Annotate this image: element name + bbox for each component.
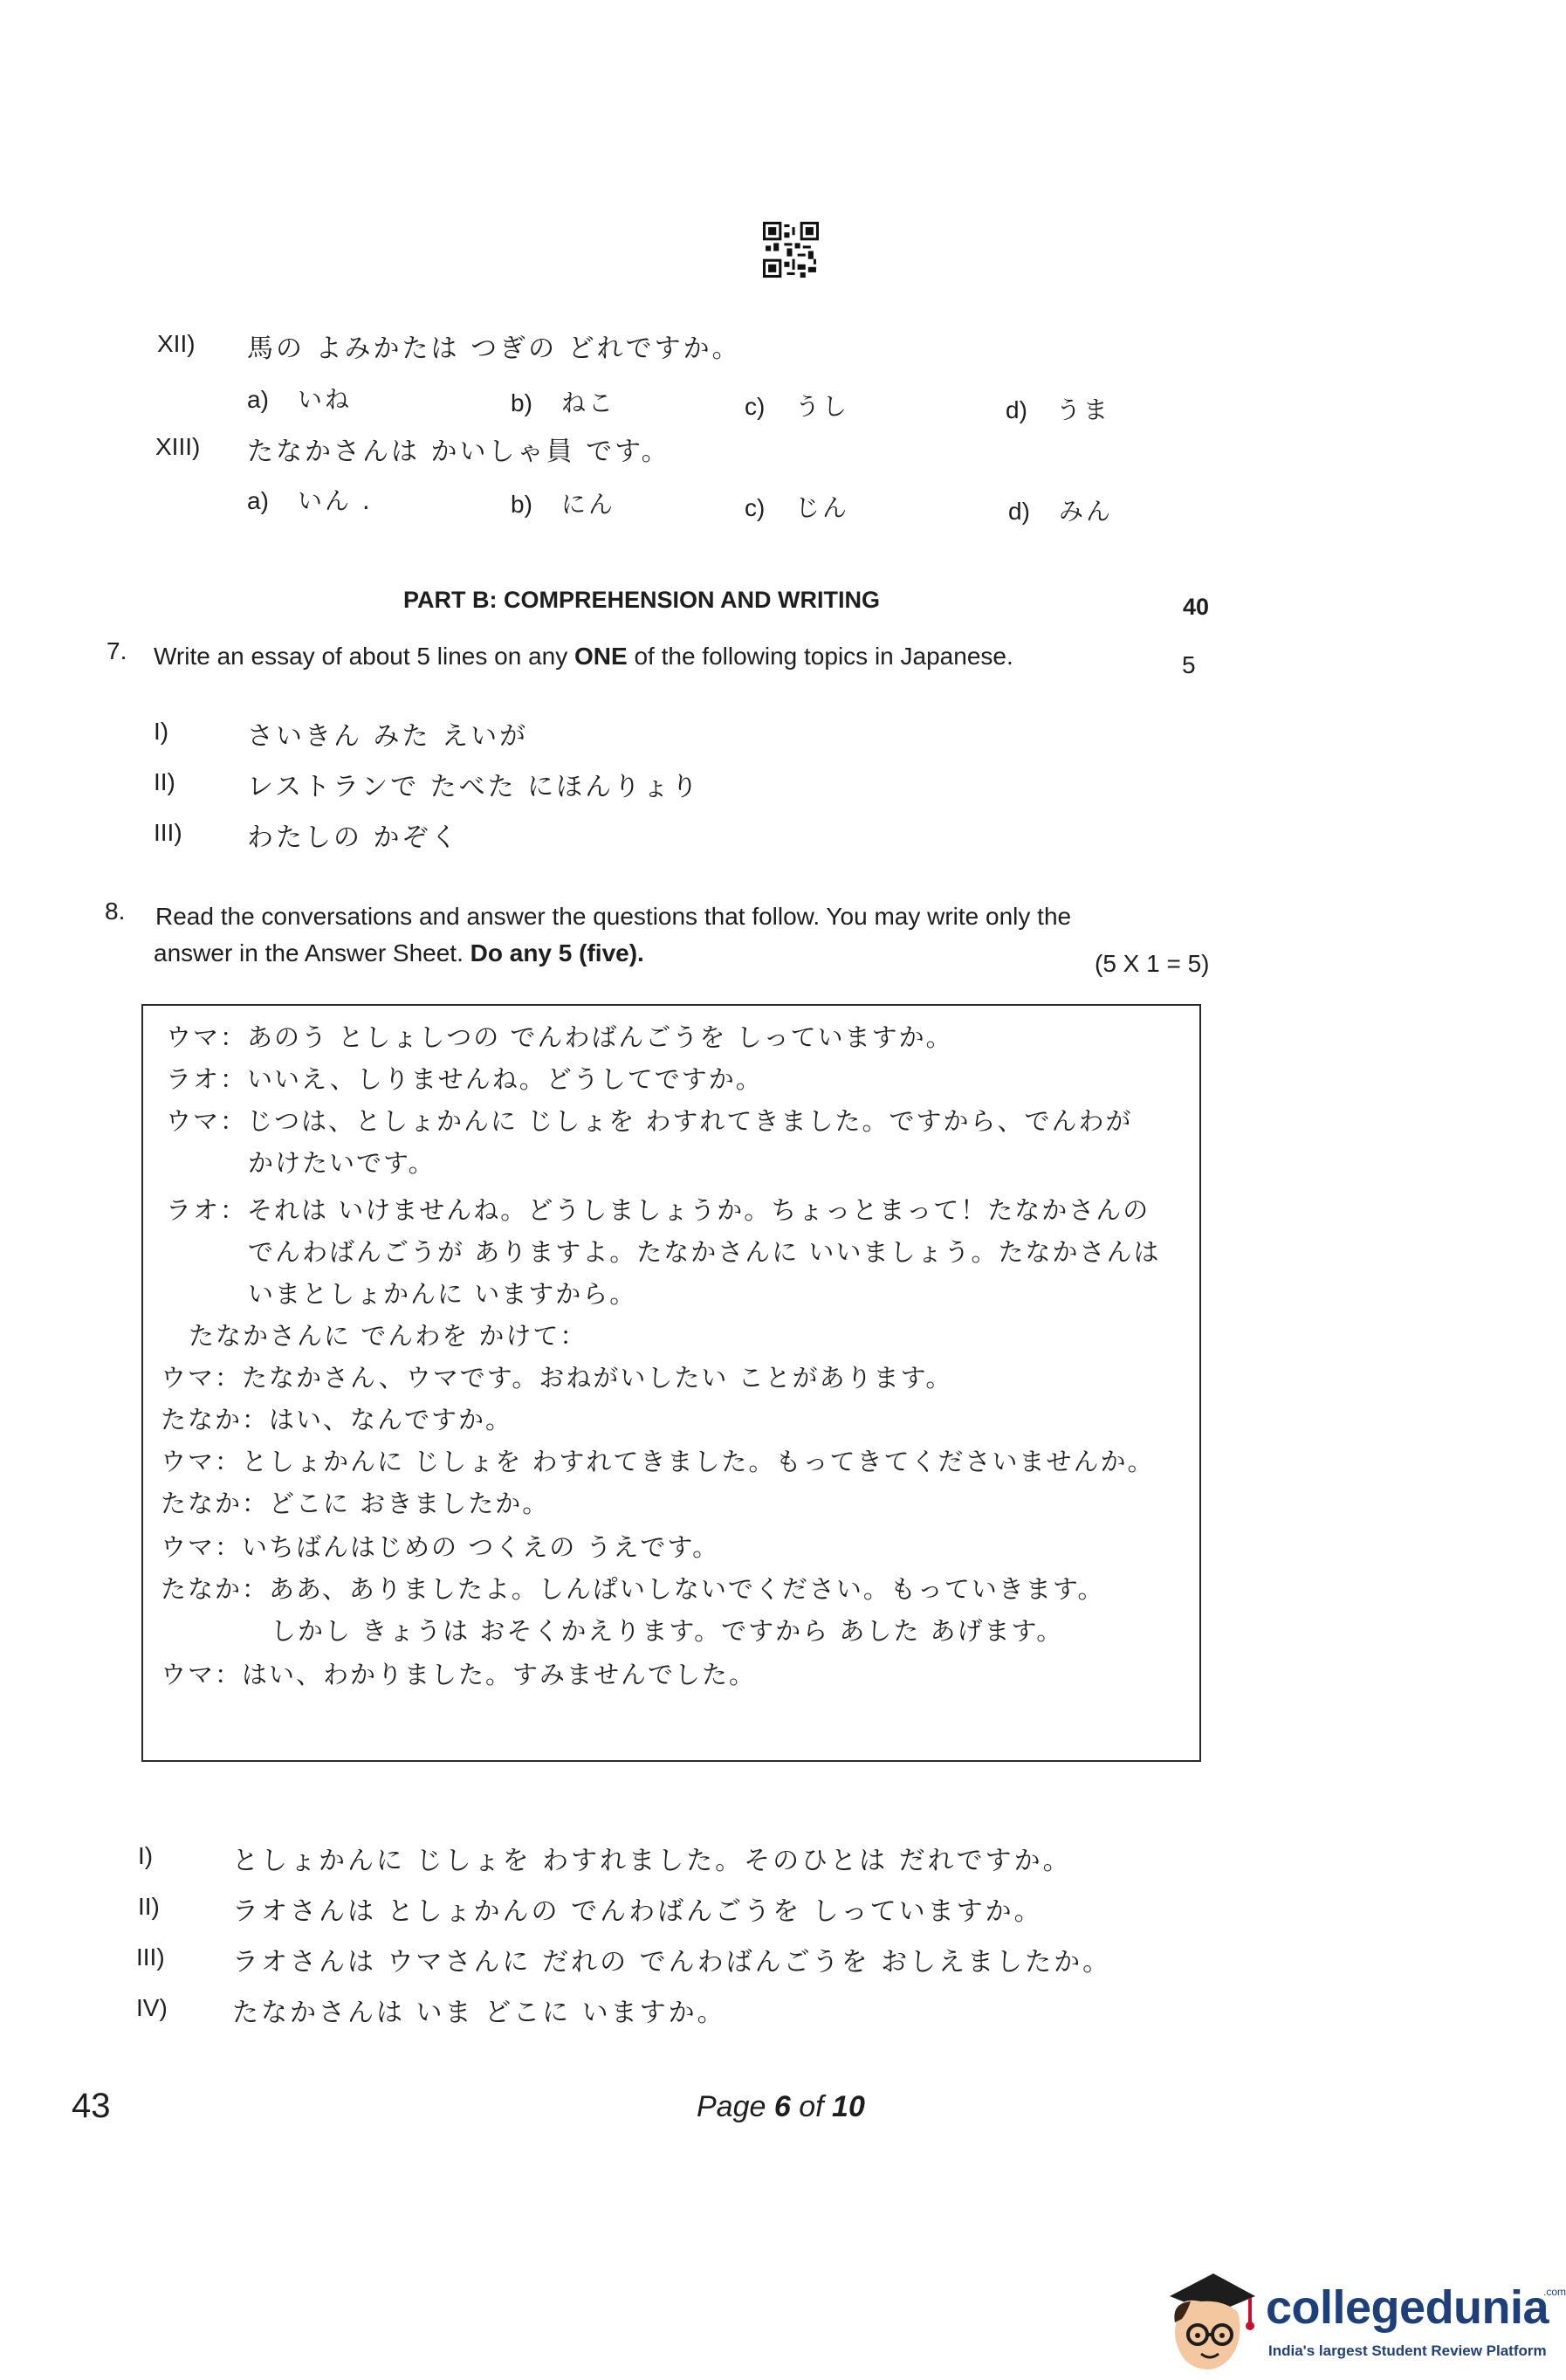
question-number: II) [138,1893,160,1920]
question-number: IV) [136,1994,168,2021]
part-b-heading: PART B: COMPREHENSION AND WRITING [403,587,880,613]
page-word: Page [697,2090,774,2123]
dialog-line: ウマ：はい、わかりました。すみませんでした。 [161,1660,757,1689]
qr-code [763,222,819,278]
option-label: b) [511,491,532,518]
collegedunia-logo-text: collegedunia [1266,2281,1549,2334]
dialog-line: ラオ：いいえ、しりませんね。どうしてですか。 [166,1064,763,1094]
part-b-marks: 40 [1183,594,1210,620]
option-label: c) [745,494,766,521]
dialog-line: ウマ：たなかさん、ウマです。おねがいしたい ことがあります。 [161,1363,953,1393]
option-text: いん . [298,486,373,515]
topic-text: わたしの かぞく [247,822,460,853]
topic-text: さいきん みた えいが [247,721,529,752]
q7-marks: 5 [1182,651,1196,678]
dialog-line: たなか：ああ、ありましたよ。しんぱいしないでください。もっていきます。 [161,1574,1105,1604]
question-text: ラオさんは としょかんの でんわばんごうを しっていますか。 [232,1896,1043,1927]
q13-option-c [745,489,849,524]
q7-text [154,643,1013,671]
dialog-line: たなか：はい、なんですか。 [161,1405,513,1434]
dialog-line: しかし きょうは おそくかえります。ですから あした あげます。 [271,1616,1064,1646]
question-text: としょかんに じしょを わすれました。そのひとは だれですか。 [232,1846,1072,1876]
option-label: d) [1006,396,1027,423]
option-text: みん [1059,497,1114,526]
dialog-line: たなかさんに でんわを かけて： [189,1321,587,1351]
q7-number: 7. [106,637,127,664]
q8-number: 8. [105,898,126,925]
q7-text-bold: ONE [574,643,628,670]
option-text: じん [795,493,850,522]
q7-text-pre: Write an essay of about 5 lines on any [154,643,574,670]
option-text: ねこ [561,389,616,417]
dialog-line: でんわばんごうが ありますよ。たなかさんに いいましょう。たなかさんは [248,1237,1161,1267]
dialog-line: ウマ：としょかんに じしょを わすれてきました。もってきてくださいませんか。 [161,1447,1155,1476]
dialog-line: かけたいです。 [248,1148,436,1178]
page-code: 43 [72,2087,111,2125]
option-text: いね [298,385,353,414]
q8-instruction-line2 [154,939,644,967]
dialog-line: ラオ：それは いけませんね。どうしましょうか。ちょっとまって！たなかさんの [166,1195,1150,1225]
q13-number: XIII) [155,433,201,460]
page-total: 10 [832,2090,865,2123]
q13-option-d [1008,492,1113,527]
question-text: たなかさんは いま どこに いますか。 [232,1998,726,2028]
option-label: d) [1008,498,1030,525]
topic-number: II) [154,768,175,795]
q12-option-d [1006,391,1110,426]
q8-instruction-line1: Read the conversations and answer the questions that follow. You may write only the [155,903,1072,930]
page-current: 6 [773,2090,791,2123]
q8-line2-bold: Do any 5 (five). [470,939,644,966]
dialog-line: たなか：どこに おきましたか。 [161,1489,550,1518]
q12-option-a [247,381,352,416]
topic-number: I) [154,718,169,745]
option-label: c) [745,393,766,420]
q8-line2-pre: answer in the Answer Sheet. [154,939,470,966]
q13-text: たなかさんは かいしゃ員 です。 [247,437,670,467]
q13-option-a [247,482,373,517]
topic-number: III) [154,819,182,846]
q12-option-b [511,384,615,419]
q12-number: XII) [157,330,196,357]
dialog-line: ウマ：じつは、としょかんに じしょを わすれてきました。ですから、でんわが [166,1106,1133,1136]
collegedunia-tagline: India's largest Student Review Platform [1268,2342,1547,2359]
dialog-line: ウマ：あのう としょしつの でんわばんごうを しっていますか。 [166,1022,953,1052]
q7-text-post: of the following topics in Japanese. [627,643,1013,670]
q12-option-c [745,388,849,423]
question-number: III) [136,1943,165,1971]
collegedunia-mascot-icon [1152,2261,1266,2375]
option-label: b) [511,389,532,416]
topic-text: レストランで たべた にほんりょり [247,772,701,802]
dialog-line: ウマ：いちばんはじめの つくえの うえです。 [161,1532,720,1562]
option-text: うま [1056,396,1111,424]
question-number: I) [138,1842,154,1869]
q12-text: 馬の よみかたは つぎの どれですか。 [247,334,741,364]
option-label: a) [247,386,269,413]
page-of: of [790,2090,833,2123]
option-text: にん [561,490,616,519]
option-text: うし [795,392,850,421]
conversation-box [141,1004,1201,1762]
page-indicator [697,2090,865,2124]
question-text: ラオさんは ウマさんに だれの でんわばんごうを おしえましたか。 [232,1947,1112,1978]
q8-marks: (5 X 1 = 5) [1095,950,1210,977]
option-label: a) [247,487,269,514]
q13-option-b [511,485,615,520]
dialog-line: いまとしょかんに いますから。 [248,1279,637,1309]
collegedunia-logo-suffix: .com [1543,2286,1566,2298]
